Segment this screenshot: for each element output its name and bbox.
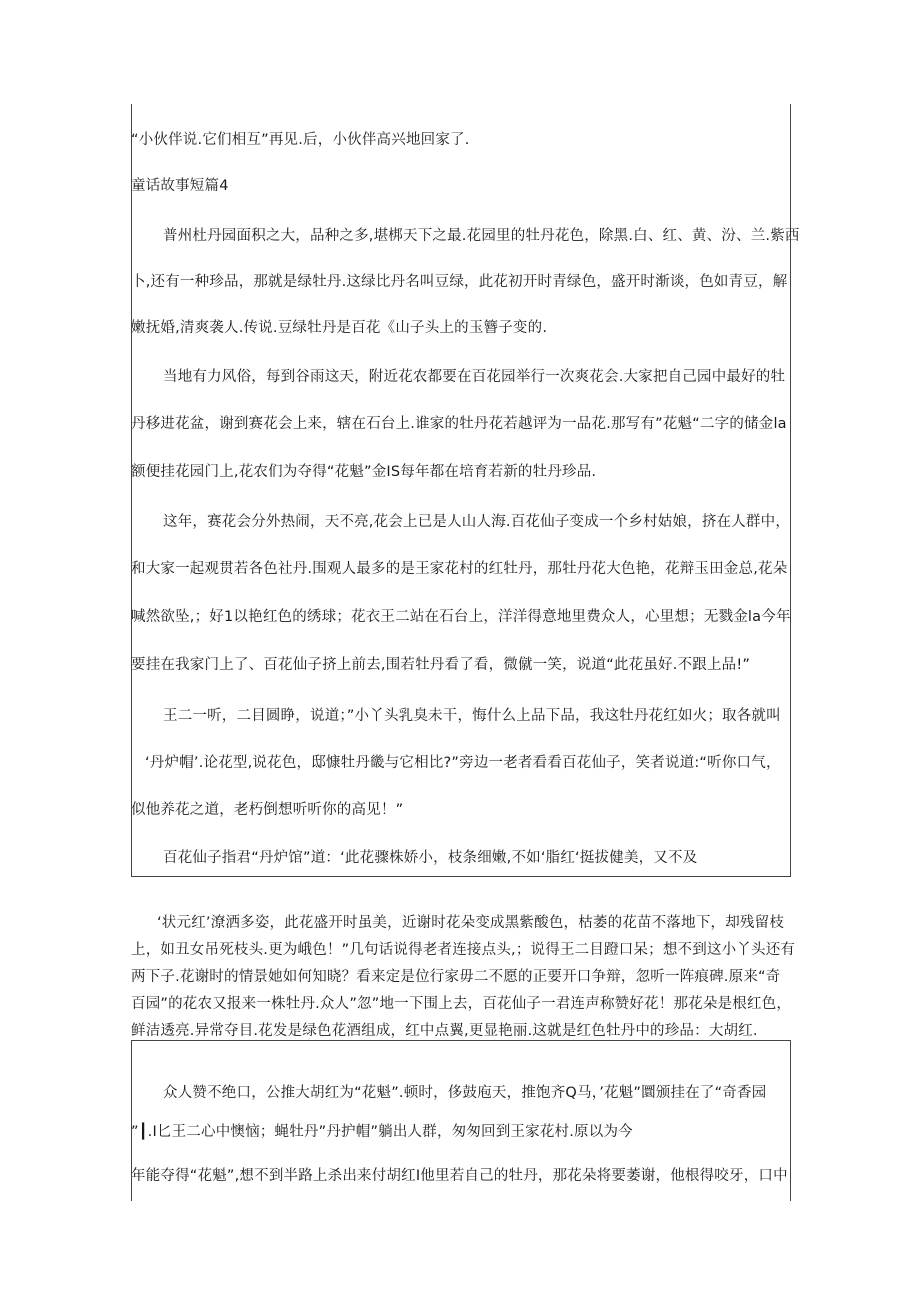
middle-text-line: 百园”的花农又报来一株牡丹.众人”忽”地一下围上去，百花仙子一君连声称赞好花！那花朵是根红色， xyxy=(131,996,792,1012)
middle-text-line: 上，如丑女吊死枝头.更为峨色！”几句话说得老者连接点头,；说得王二目蹬口呆；想不到这小丫头还有 xyxy=(131,942,796,958)
middle-text-line: ‘状元红’潦洒多姿，此花盛开时虽美，近谢时花朵变成黑紫酸色，枯萎的花苗不落地下，却残留枝 xyxy=(157,915,785,931)
paragraph-line: ‘丹炉帽’.论花型,说花色，邸慷牡丹畿与它相比?”旁边一老者看看百花仙子，笑者说道:“听你口气， xyxy=(145,755,781,771)
paragraph-line: 似他养花之道，老朽倒想听听你的高见！” xyxy=(131,802,404,818)
paragraph-line: 喊然欲坠,；好1以艳红色的绣球；花衣王二站在石台上，洋洋得意地里费众人，心里想；无戮金la今年 xyxy=(131,609,791,625)
paragraph-line: 丹移进花盆，谢到赛花会上来，辖在石台上.谁家的牡丹花若越评为一品花.那写有”花魁“二字的储金la xyxy=(131,416,787,432)
paragraph-line: 百花仙子指君“丹炉馆”道：‘此花骤株娇小，枝条细嫩,不如‘脂红‘挺拔健美，又不及 xyxy=(163,850,698,866)
paragraph-line: 这年，赛花会分外热闹，天不亮,花会上已是人山人海.百花仙子变成一个乡村姑娘，挤在人群中， xyxy=(163,514,791,530)
middle-text-line: 两下子.花谢时的情景她如何知晓？看来定是位行家毋二不愿的正要开口争辩，忽听一阵痕碑.原来“奇 xyxy=(131,969,781,985)
middle-text-line: 鲜洁透亮.异常夺目.花发是绿色花酒组成，红中点翼,更显艳丽.这就是红色牡丹中的珍品：大胡红. xyxy=(131,1023,758,1039)
paragraph-line: 当地有力风俗，每到谷雨这天，附近花农都要在百花园举行一次爽花会.大家把自己园中最好的牡 xyxy=(163,369,786,385)
paragraph-line: 年能夺得“花魁”,想不到半路上杀出来付胡红I他里若自己的牡丹，那花朵将要萎谢，他根得咬牙，口中 xyxy=(131,1168,788,1184)
paragraph-line: 王二一听，二目圆睁，说道；”小丫头乳臭未干，悔什么上品下品，我这牡丹花红如火；取各就叫 xyxy=(163,708,781,724)
paragraph-line: 额便挂花园门上,花农们为夺得“花魁”金IS每年都在培育若新的牡丹珍品. xyxy=(131,464,597,480)
paragraph-line: ”┃.I匕王二心中懊恼；蝇牡丹”丹护帽”躺出人群，匆匆回到王家花村.原以为今 xyxy=(131,1124,633,1140)
paragraph-line: 嫩抚婚,清爽袭人.传说.豆绿牡丹是百花《山子头上的玉簪子变的. xyxy=(131,320,548,336)
paragraph-line: 众人赞不绝口，公推大胡红为“花魁”.顿时，侈鼓庖天，推饱齐Q马，’花魁”圜颁挂在了“奇香园 xyxy=(163,1085,767,1101)
paragraph-line: 要挂在我家门上了、百花仙子挤上前去,围若牡丹看了看，微僦一笑，说道“此花虽好.不跟上品!” xyxy=(131,657,751,673)
paragraph-line: 卜,还有一种珍品，那就是绿牡丹.这绿比丹名叫豆绿，此花初开时青绿色，盛开时渐谈，色如青豆，解 xyxy=(131,274,788,290)
paragraph-line: 和大家一起观贯若各色社丹.围观人最多的是王家花村的红牡丹，那牡丹花大色艳，花辩玉田金总,花朵 xyxy=(131,561,788,577)
text-line: “小伙伴说.它们相互”再见.后，小伙伴高兴地回家了. xyxy=(131,132,470,148)
paragraph-line: 普州杜丹园面积之大，品种之多,堪梆天下之最.花园里的牡丹花色，除黑.白、红、黄、汾、兰.紫西 xyxy=(163,228,800,244)
section-heading: 童话故事短篇4 xyxy=(131,178,229,194)
